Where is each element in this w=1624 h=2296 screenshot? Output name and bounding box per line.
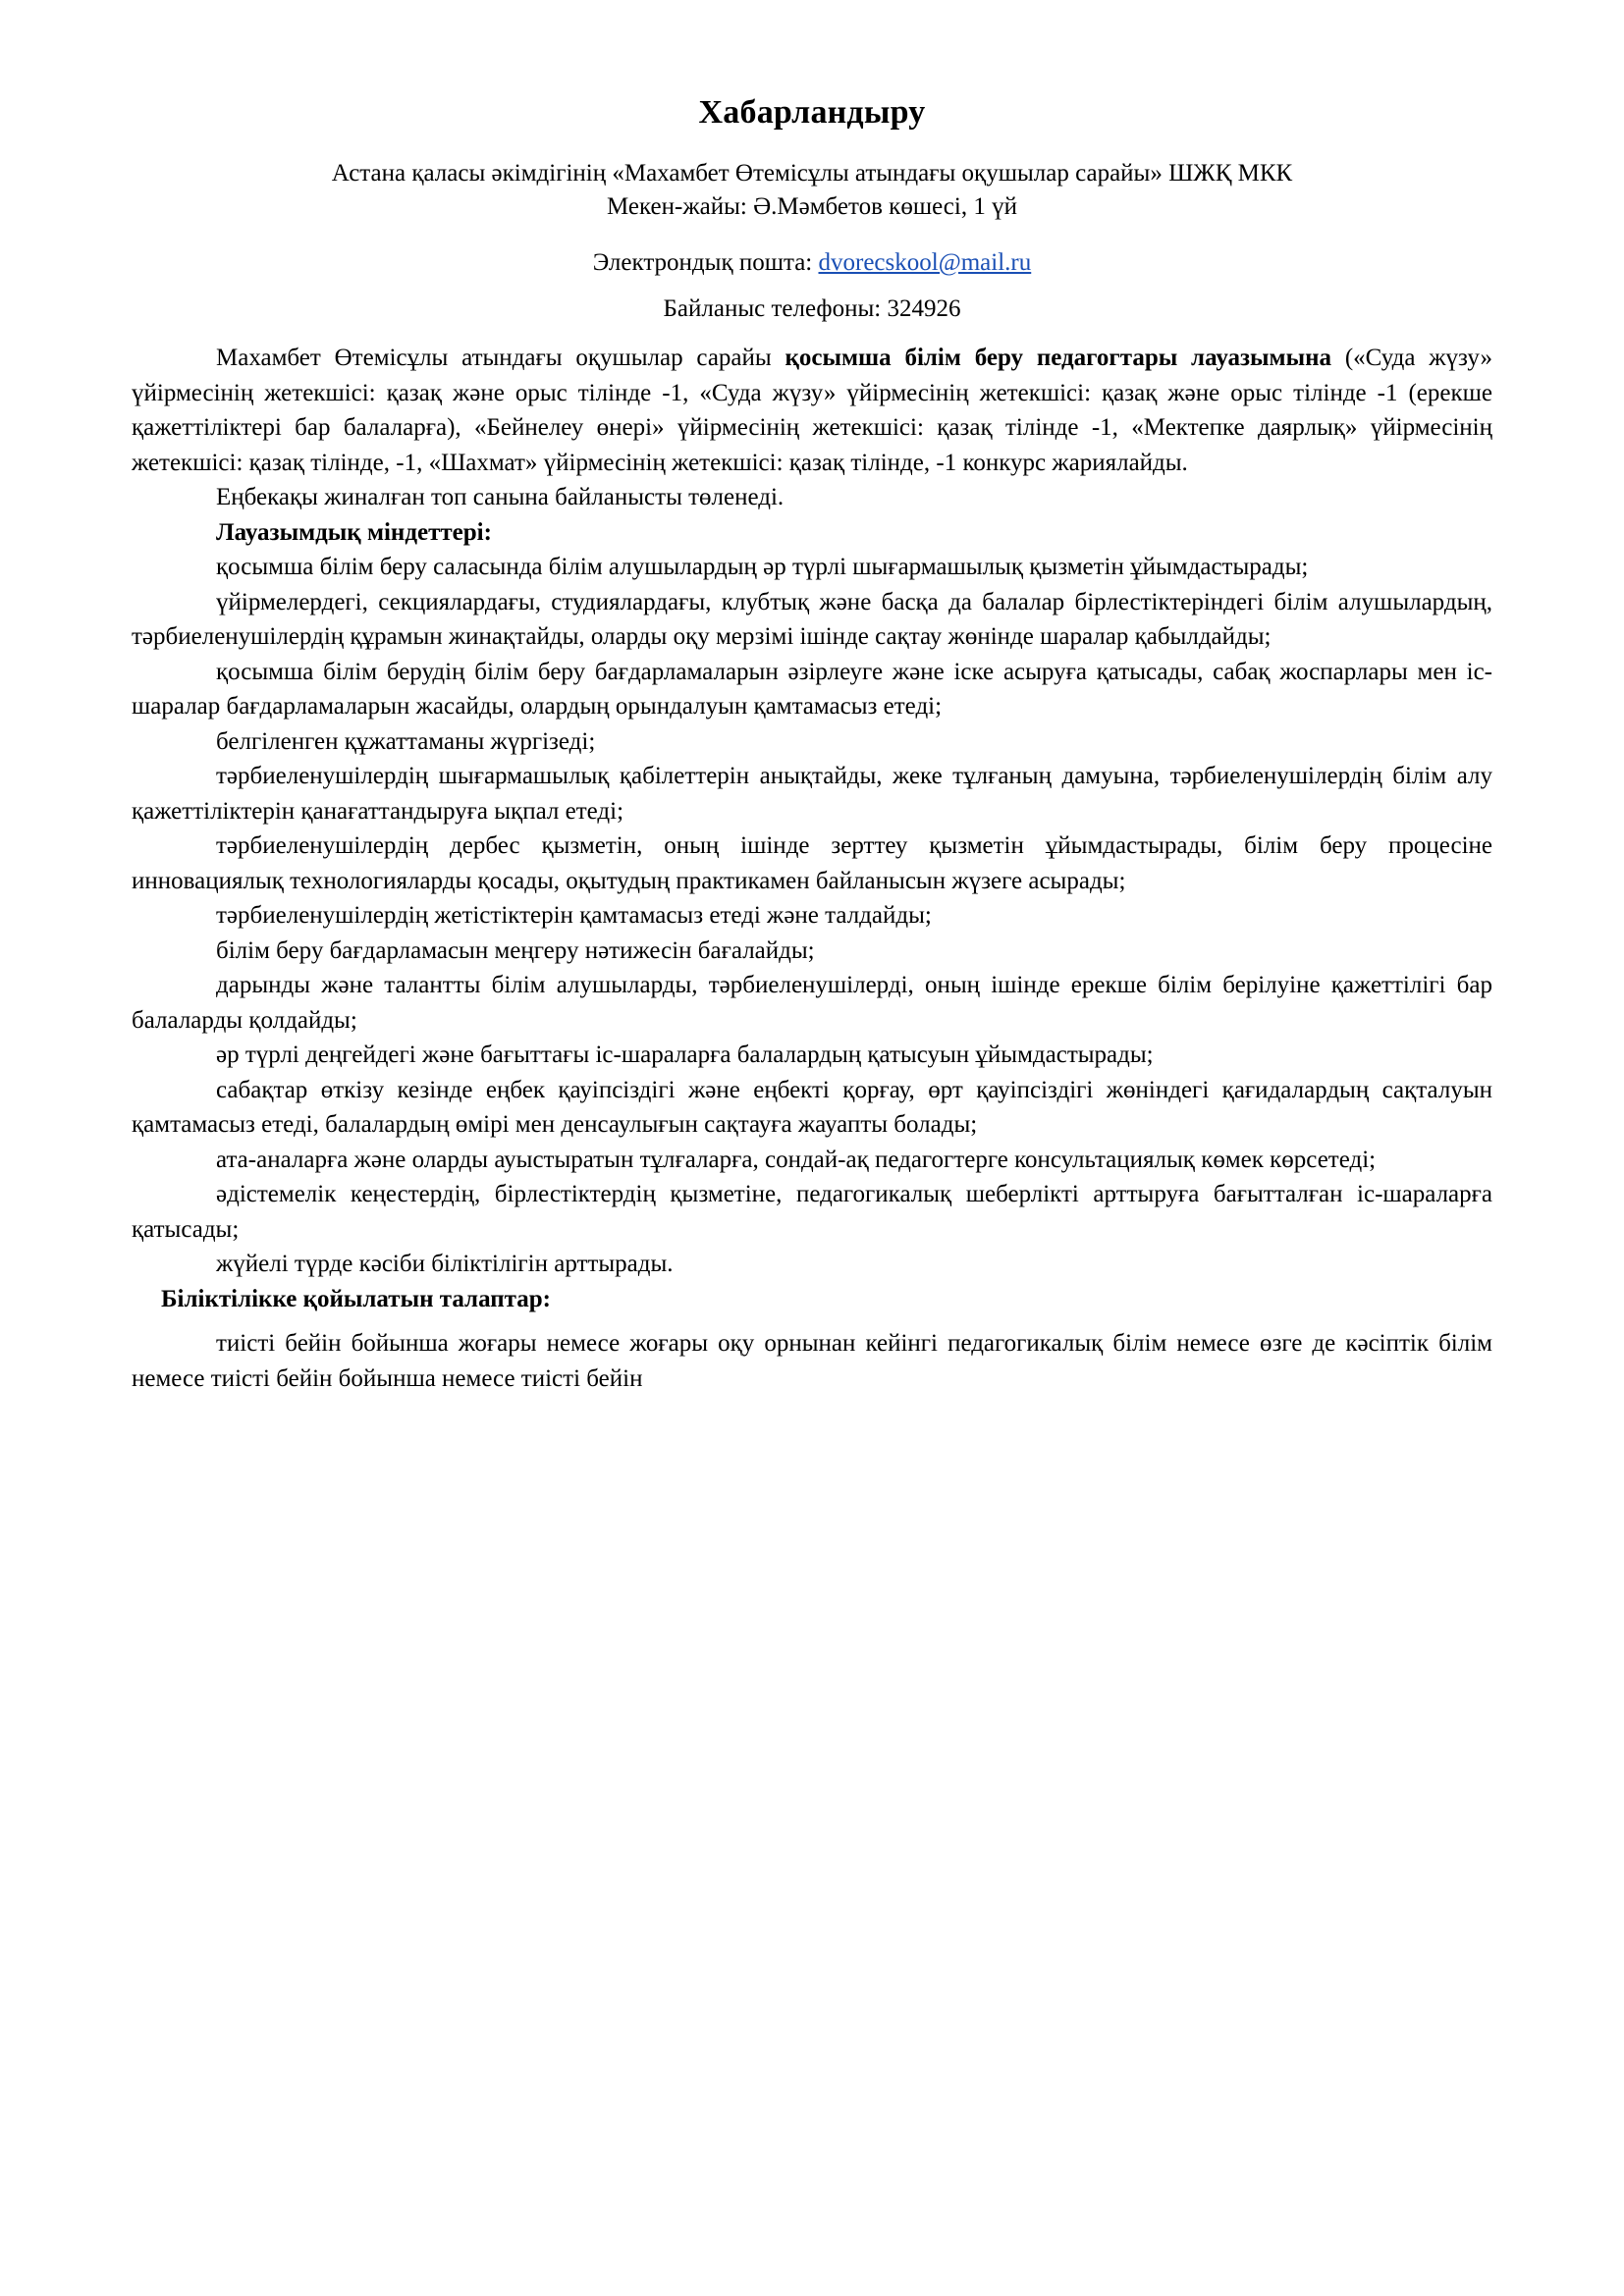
- duty-item: ата-аналарға және оларды ауыстыратын тұлғаларға, сондай-ақ педагогтерге консультациялық көмек көрсетеді;: [216, 1146, 1377, 1173]
- duty-item: тәрбиеленушілердің жетістіктерін қамтамасыз етеді және талдайды;: [216, 902, 932, 930]
- duty-item: қосымша білім беру саласында білім алушылардың әр түрлі шығармашылық қызметін ұйымдастырады;: [216, 554, 1309, 581]
- intro-part-1: Махамбет Өтемісұлы атындағы оқушылар сарайы: [216, 345, 785, 372]
- duty-item: әдістемелік кеңестердің, бірлестіктердің қызметіне, педагогикалық шеберлікті арттыруға бағытталған іс-шараларға қатысады;: [132, 1181, 1492, 1243]
- qualification-text: тиісті бейін бойынша жоғары немесе жоғары оқу орнынан кейінгі педагогикалық білім немесе өзге де кәсіптік білім немесе тиісті бейін бойынша немесе тиісті бейін: [132, 1330, 1492, 1392]
- phone-line: Байланыс телефоны: 324926: [663, 294, 961, 322]
- duty-item: үйірмелердегі, секциялардағы, студиялардағы, клубтық және басқа да балалар бірлестіктеріндегі білім алушылардың, тәрбиеленушілердің құрамын жинақтайды, оларды оқу мерзімі ішінде сақтау жөнінде шаралар қабылдайды;: [132, 588, 1492, 651]
- duty-item: дарынды және талантты білім алушыларды, тәрбиеленушілерді, оның ішінде ерекше білім берілуіне қажеттілігі бар балаларды қолдайды;: [132, 972, 1492, 1034]
- duty-item: әр түрлі деңгейдегі және бағыттағы іс-шараларға балалардың қатысуын ұйымдастырады;: [216, 1041, 1154, 1069]
- duty-item: сабақтар өткізу кезінде еңбек қауіпсіздігі және еңбекті қорғау, өрт қауіпсіздігі жөніндегі қағидалардың сақталуын қамтамасыз етеді, балалардың өмірі мен денсаулығын сақтауға жауапты болады;: [132, 1076, 1492, 1139]
- email-label: Электрондық пошта:: [592, 248, 813, 276]
- organization-name: Астана қаласы әкімдігінің «Махамбет Өтемісұлы атындағы оқушылар сарайы» ШЖҚ МКК: [331, 160, 1293, 187]
- intro-part-2: («Суда жүзу» үйірмесінің жетекшісі: қазақ және орыс тілінде -1, «Суда жүзу» үйірмесінің жетекшісі: қазақ және орыс тілінде -1 (ерекше қажеттіліктері бар балаларға), «Бейнелеу өнері» үйірмесінің жетекшісі: қазақ тілінде -1, «Мектепке даярлық» үйірмесінің жетекшісі: қазақ тілінде, -1, «Шахмат» үйірмесінің жетекшісі: қазақ тілінде, -1 конкурс жариялайды.: [132, 345, 1492, 476]
- organization-block: [132, 157, 1492, 224]
- duties-heading: Лауазымдық міндеттері:: [216, 518, 492, 546]
- duty-item: жүйелі түрде кәсіби біліктілігін арттырады.: [216, 1251, 674, 1278]
- duty-item: тәрбиеленушілердің шығармашылық қабілеттерін анықтайды, жеке тұлғаның дамуына, тәрбиеленушілердің білім алу қажеттіліктерін қанағаттандыруға ықпал етеді;: [132, 763, 1492, 825]
- duty-item: қосымша білім берудің білім беру бағдарламаларын әзірлеуге және іске асыруға қатысады, сабақ жоспарлары мен іс-шаралар бағдарламаларын жасайды, олардың орындалуын қамтамасыз етеді;: [132, 658, 1492, 721]
- intro-paragraph: [132, 341, 1492, 480]
- email-row: [132, 249, 1492, 277]
- organization-address: Мекен-жайы: Ә.Мәмбетов көшесі, 1 үй: [607, 192, 1017, 220]
- intro-bold-position: қосымша білім беру педагогтары лауазымына: [785, 345, 1332, 372]
- page-title: Хабарландыру: [698, 94, 926, 131]
- qualification-heading: Біліктілікке қойылатын талаптар:: [161, 1285, 551, 1312]
- duty-item: белгіленген құжаттаманы жүргізеді;: [216, 727, 596, 755]
- salary-note: Еңбекақы жиналған топ санына байланысты төленеді.: [216, 484, 785, 511]
- email-link[interactable]: dvorecskool@mail.ru: [818, 248, 1032, 276]
- duty-item: білім беру бағдарламасын меңгеру нәтижесін бағалайды;: [216, 936, 815, 964]
- duty-item: тәрбиеленушілердің дербес қызметін, оның ішінде зерттеу қызметін ұйымдастырады, білім беру процесіне инновациялық технологияларды қосады, оқытудың практикамен байланысын жүзеге асырады;: [132, 832, 1492, 894]
